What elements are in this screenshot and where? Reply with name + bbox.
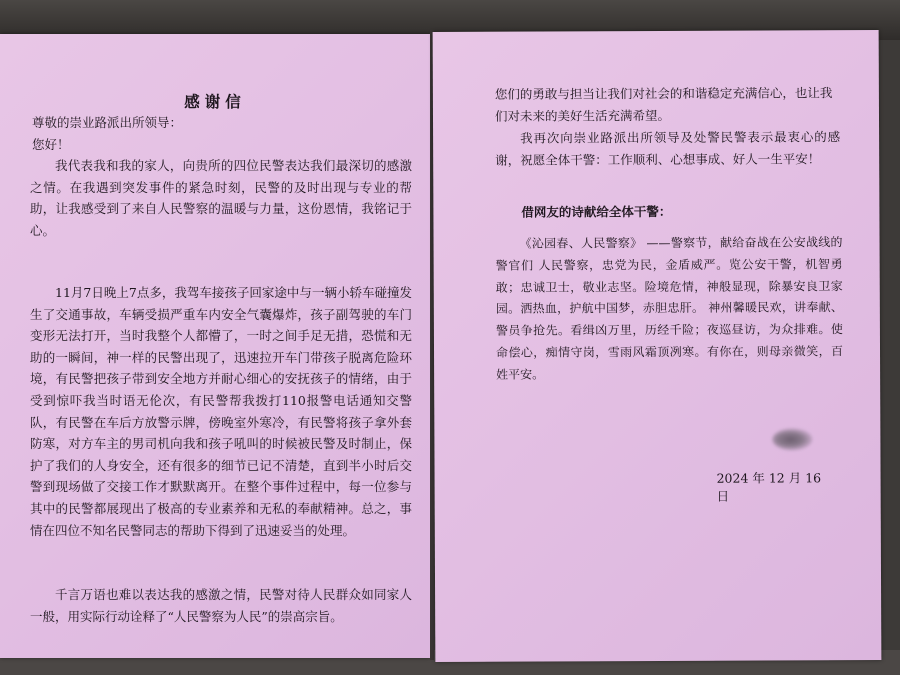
paragraph-thanks: 千言万语也难以表达我的感激之情，民警对待人民群众如同家人一般，用实际行动诠释了“人民警察为人民”的崇高宗旨。 [30, 587, 412, 624]
paragraph-closing: 我再次向崇业路派出所领导及处警民警表示最衷心的感谢，祝愿全体干警：工作顺利、心想事成、好人一生平安！ [495, 129, 841, 168]
letter-page-1 [0, 34, 430, 658]
poem-text: 《沁园春、人民警察》 ——警察节，献给奋战在公安战线的警官们 人民警察，忠党为民，金盾威严。览公安干警，机智勇敢；忠诚卫士，敬业志坚。险境危情，神般显现，除暴安良卫家园。洒热血，护航中国梦，赤胆忠肝。 神州馨暖民欢，讲奉献、警员争抢先。看缉凶万里，历经千险；夜巡昼访，为众排难。使命偿心，痴情守岗，雪雨风霜顶冽寒。有你在，则母亲微笑，百姓平安。 [495, 235, 844, 382]
letter-page-2 [433, 30, 882, 662]
poem-heading: 借网友的诗献给全体干警： [521, 203, 672, 220]
letter-title: 感谢信 [184, 92, 246, 111]
redacted-signature [772, 428, 812, 450]
salutation: 尊敬的崇业路派出所领导： [32, 115, 183, 130]
greeting: 您好！ [32, 137, 70, 152]
paragraph-continuation: 您们的勇敢与担当让我们对社会的和谐稳定充满信心，也让我们对未来的美好生活充满希望。 [494, 85, 833, 124]
paragraph-incident: 11月7日晚上7点多，我驾车接孩子回家途中与一辆小轿车碰撞发生了交通事故，车辆受损严重车内安全气囊爆炸，孩子副驾驶的车门变形无法打开，当时我整个人都懵了，一时之间手足无措，恐慌和无助的一瞬间，神一样的民警出现了，迅速拉开车门带孩子脱离危险环境，有民警把孩子带到安全地方并耐心细心的安抚孩子的情绪，由于受到惊吓我当时语无伦次，有民警帮我拨打110报警电话通知交警队，有民警在车后方放警示牌，傍晚室外寒冷，有民警将孩子拿外套防寒，对方车主的男司机向我和孩子吼叫的时候被民警及时制止，保护了我们的人身安全，还有很多的细节已记不清楚，直到半小时后交警到现场做了交接工作才默默离开。在整个事件过程中，每一位参与其中的民警都展现出了极高的专业素养和无私的奉献精神。总之，事情在四位不知名民警同志的帮助下得到了迅速妥当的处理。 [30, 285, 412, 538]
letter-date: 2024 年 12 月 16 日 [716, 469, 822, 504]
paragraph-gratitude: 我代表我和我的家人，向贵所的四位民警表达我们最深切的感激之情。在我遇到突发事件的紧急时刻，民警的及时出现与专业的帮助，让我感受到了来自人民警察的温暖与力量，这份恩情，我铭记于心。 [30, 158, 412, 238]
